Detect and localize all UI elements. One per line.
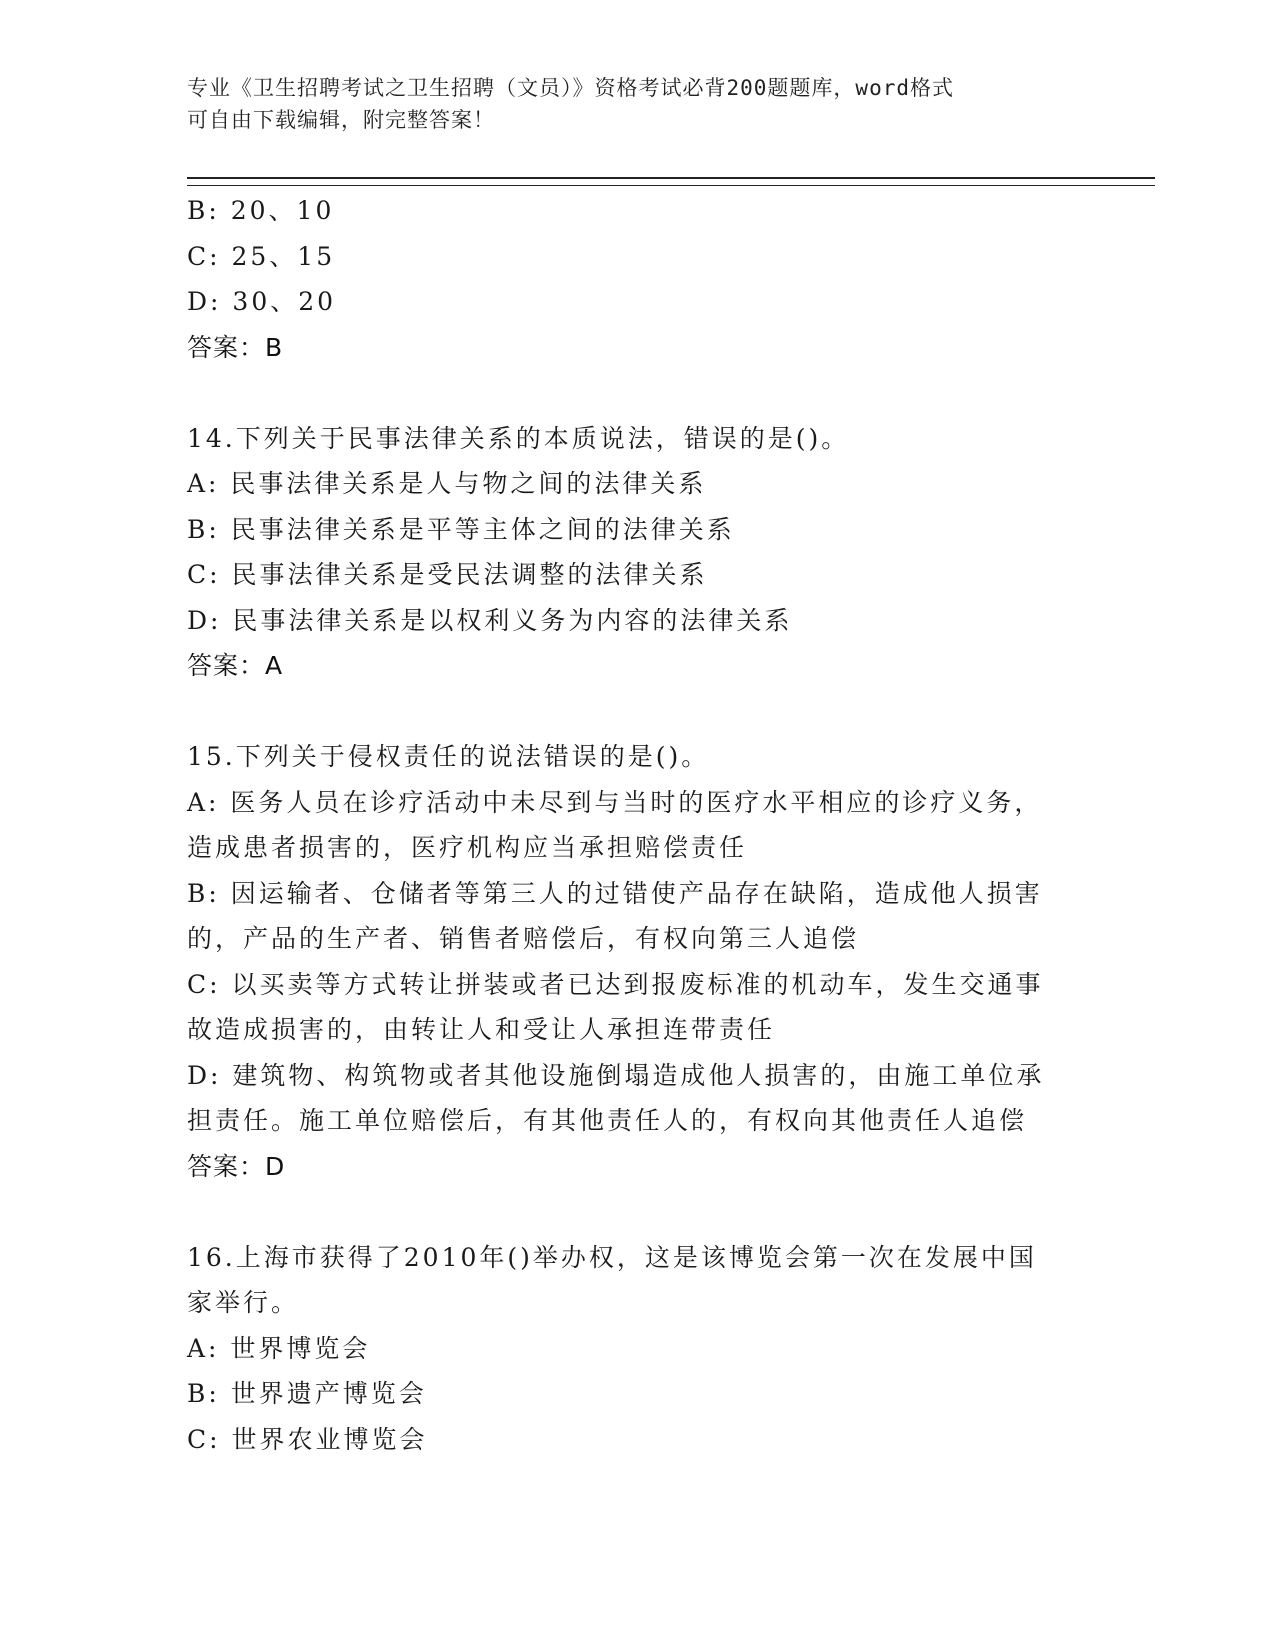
q15-option-a-line-1: A: 医务人员在诊疗活动中未尽到与当时的医疗水平相应的诊疗义务， xyxy=(187,787,1043,817)
q15-answer: 答案：D xyxy=(187,1151,286,1181)
header-divider xyxy=(187,177,1155,186)
question-15 xyxy=(187,734,1087,1189)
q15-option-c-line-1: C: 以买卖等方式转让拼装或者已达到报废标准的机动车，发生交通事 xyxy=(187,969,1044,999)
spacer xyxy=(187,370,1087,416)
q16-stem-line-1: 16.上海市获得了2010年()举办权，这是该博览会第一次在发展中国 xyxy=(187,1242,1037,1272)
question-list xyxy=(187,188,1087,1462)
q15-option-c-line-2: 故造成损害的，由转让人和受让人承担连带责任 xyxy=(187,1015,776,1044)
q15-option-d-line-1: D: 建筑物、构筑物或者其他设施倒塌造成他人损害的，由施工单位承 xyxy=(187,1060,1045,1090)
q14-option-d: D: 民事法律关系是以权利义务为内容的法律关系 xyxy=(187,605,793,635)
q16-stem-line-2: 家举行。 xyxy=(187,1288,300,1317)
q16-option-a: A: 世界博览会 xyxy=(187,1333,371,1363)
q15-option-d-line-2: 担责任。施工单位赔偿后，有其他责任人的，有权向其他责任人追偿 xyxy=(187,1106,1028,1135)
header-title-line-2: 可自由下载编辑，附完整答案！ xyxy=(187,108,495,132)
question-16 xyxy=(187,1235,1087,1463)
q16-option-c: C: 世界农业博览会 xyxy=(187,1424,428,1454)
q14-option-c: C: 民事法律关系是受民法调整的法律关系 xyxy=(187,560,708,589)
question-13 xyxy=(187,188,1087,370)
q15-stem: 15.下列关于侵权责任的说法错误的是()。 xyxy=(187,742,710,771)
q16-option-b: B: 世界遗产博览会 xyxy=(187,1379,427,1408)
q13-answer: 答案：B xyxy=(187,332,284,362)
q14-option-b: B: 民事法律关系是平等主体之间的法律关系 xyxy=(187,514,735,544)
q13-option-c: C: 25、15 xyxy=(187,241,336,271)
q13-option-b: B: 20、10 xyxy=(187,196,335,225)
spacer xyxy=(187,1189,1087,1235)
header-title-line-1: 专业《卫生招聘考试之卫生招聘（文员）》资格考试必背200题题库，word格式 xyxy=(187,76,954,100)
question-14 xyxy=(187,416,1087,689)
page-header xyxy=(187,72,1067,136)
q14-option-a: A: 民事法律关系是人与物之间的法律关系 xyxy=(187,469,707,498)
q14-answer: 答案：A xyxy=(187,651,284,680)
q15-option-b-line-2: 的，产品的生产者、销售者赔偿后，有权向第三人追偿 xyxy=(187,924,860,953)
q14-stem: 14.下列关于民事法律关系的本质说法，错误的是()。 xyxy=(187,423,850,453)
q15-option-a-line-2: 造成患者损害的，医疗机构应当承担赔偿责任 xyxy=(187,833,748,862)
spacer xyxy=(187,689,1087,735)
q13-option-d: D: 30、20 xyxy=(187,287,337,316)
q15-option-b-line-1: B: 因运输者、仓储者等第三人的过错使产品存在缺陷，造成他人损害 xyxy=(187,878,1043,908)
